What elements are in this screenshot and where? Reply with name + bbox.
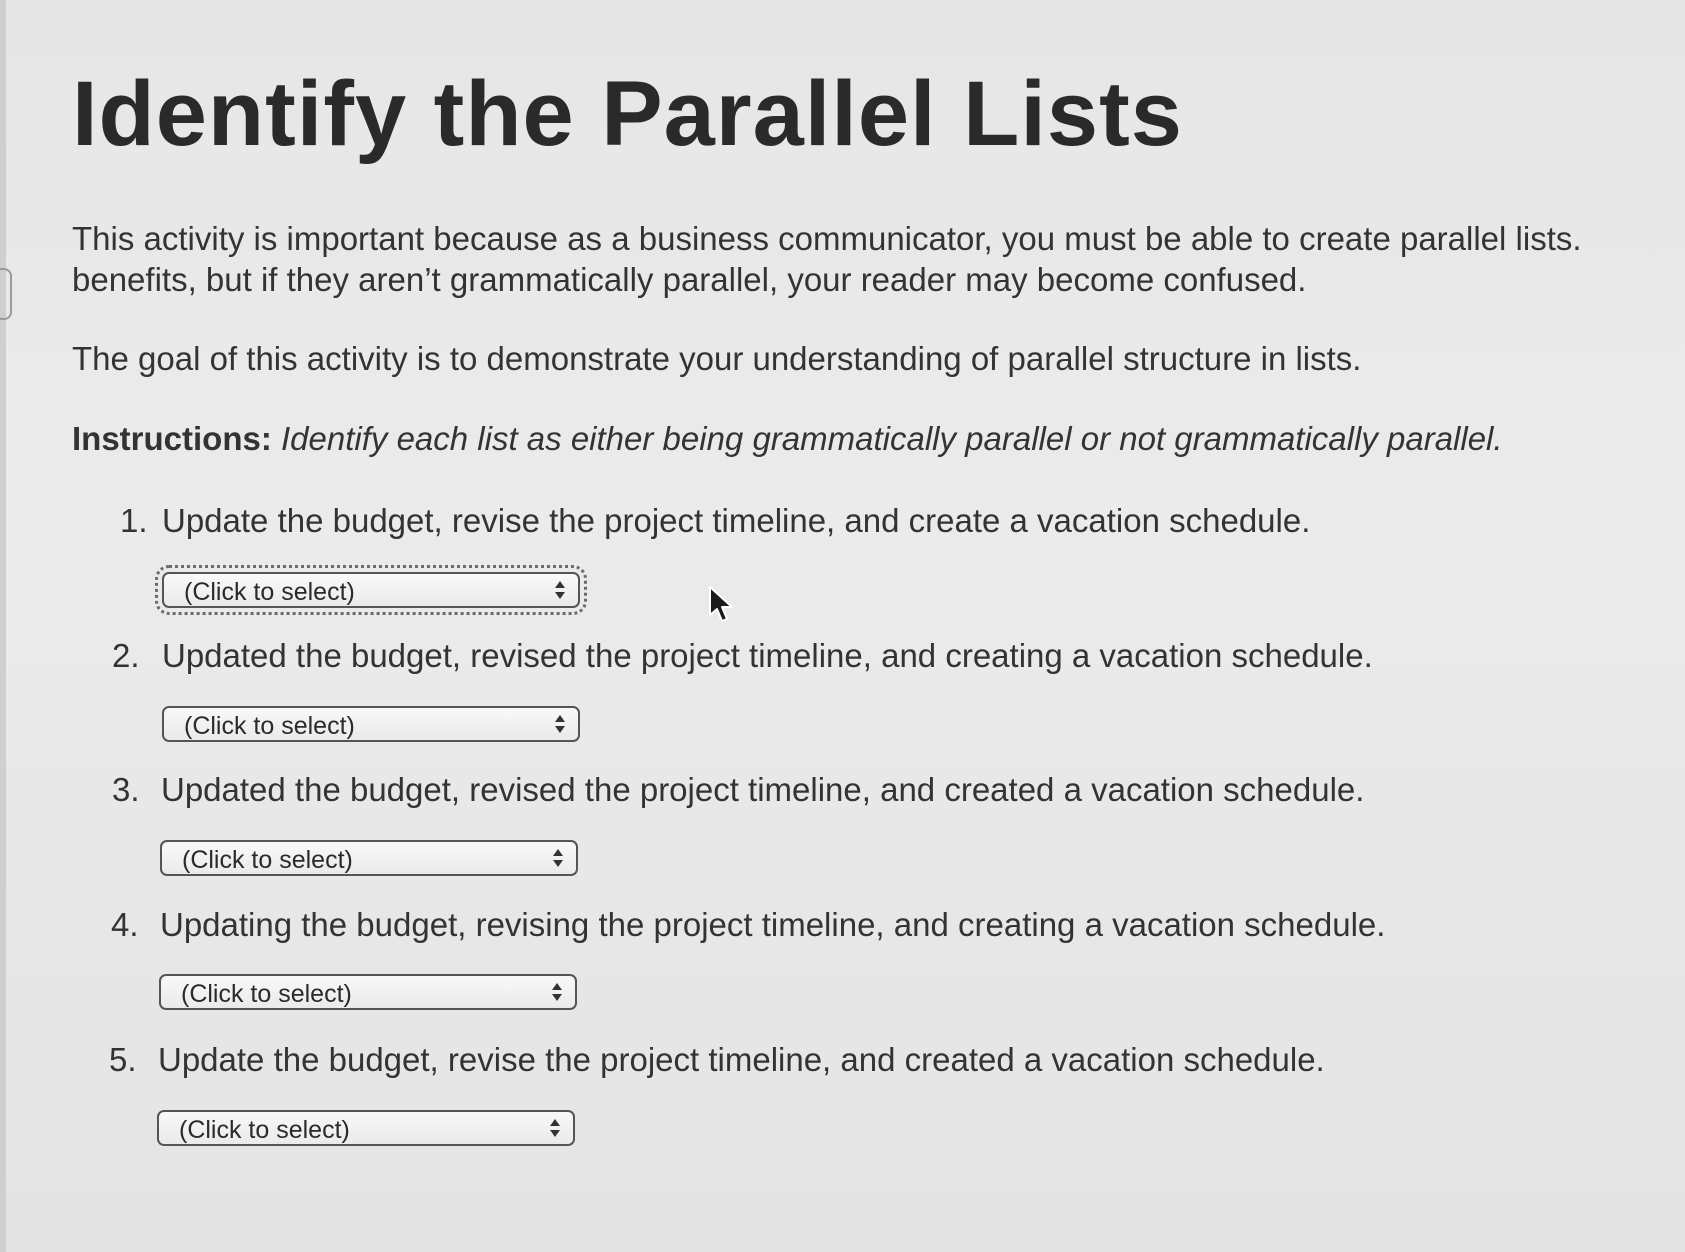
list-item-number: 1. (120, 502, 148, 539)
intro-paragraph (72, 218, 1582, 300)
list-item-number: 4. (111, 906, 139, 943)
list-item-text: Updated the budget, revised the project timeline, and created a vacation schedule. (161, 771, 1365, 808)
list-item-text: Updating the budget, revising the project timeline, and creating a vacation schedule. (160, 906, 1386, 943)
intro-line-2: benefits, but if they aren’t grammatically parallel, your reader may become confused. (72, 261, 1307, 298)
updown-arrows-icon (552, 847, 564, 869)
page-title: Identify the Parallel Lists (72, 63, 1183, 165)
parallel-select-2[interactable] (162, 706, 580, 742)
parallel-select-5[interactable] (157, 1110, 575, 1146)
updown-arrows-icon (554, 579, 566, 601)
list-item-number: 3. (112, 771, 140, 808)
updown-arrows-icon (551, 981, 563, 1003)
instructions-label: Instructions: (72, 420, 272, 457)
list-item-text: Update the budget, revise the project timeline, and create a vacation schedule. (162, 502, 1311, 539)
instructions-paragraph (72, 418, 1503, 459)
parallel-select-1[interactable] (162, 572, 580, 608)
select-value: (Click to select) (179, 1116, 350, 1144)
select-value: (Click to select) (182, 846, 353, 874)
intro-line-1: This activity is important because as a business communicator, you must be able to create parallel lists. (72, 220, 1582, 257)
goal-paragraph: The goal of this activity is to demonstrate your understanding of parallel structure in lists. (72, 340, 1362, 377)
updown-arrows-icon (549, 1117, 561, 1139)
list-item-text: Update the budget, revise the project timeline, and created a vacation schedule. (158, 1041, 1325, 1078)
window-left-edge (0, 0, 6, 1252)
select-value: (Click to select) (181, 980, 352, 1008)
side-scroll-handle[interactable] (0, 268, 12, 320)
mouse-pointer-icon (708, 585, 736, 625)
updown-arrows-icon (554, 713, 566, 735)
select-value: (Click to select) (184, 578, 355, 606)
parallel-select-3[interactable] (160, 840, 578, 876)
list-item-number: 5. (109, 1041, 137, 1078)
list-item-number: 2. (112, 637, 140, 674)
select-value: (Click to select) (184, 712, 355, 740)
parallel-select-4[interactable] (159, 974, 577, 1010)
instructions-text: Identify each list as either being grammatically parallel or not grammatically parallel. (271, 420, 1503, 457)
list-item-text: Updated the budget, revised the project timeline, and creating a vacation schedule. (162, 637, 1373, 674)
